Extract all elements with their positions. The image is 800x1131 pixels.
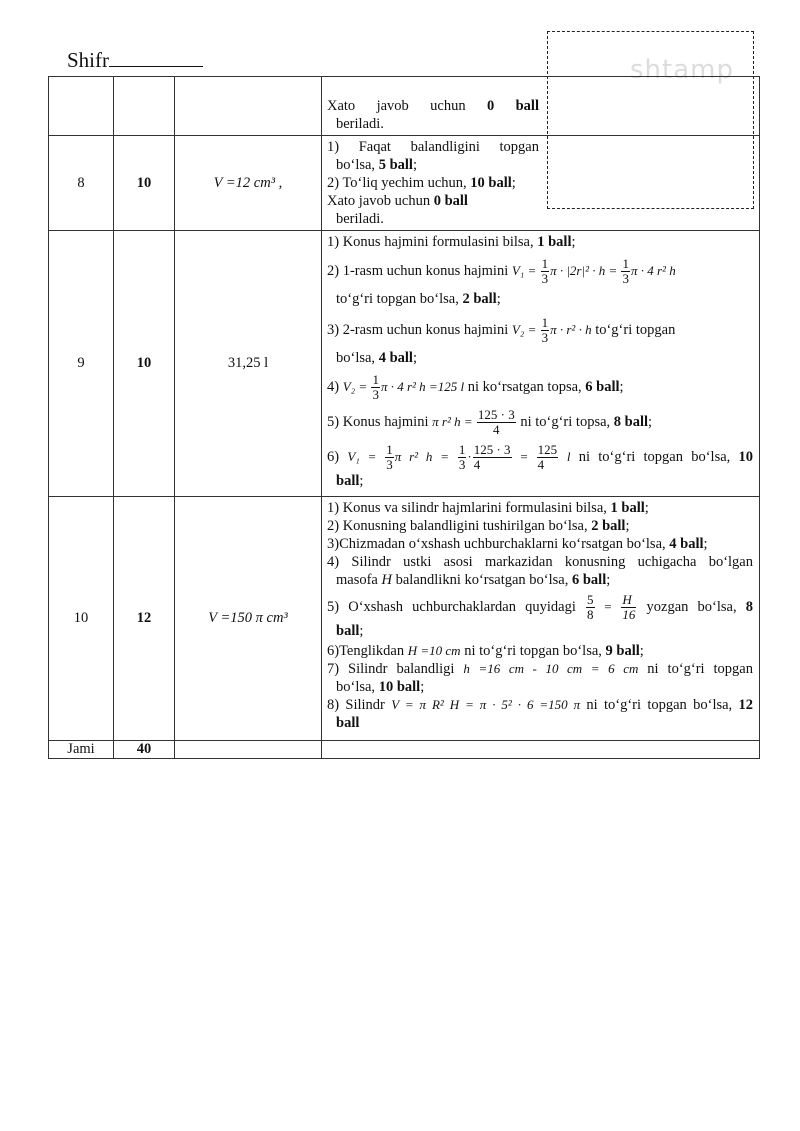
criteria-line: 6)Tenglikdan H =10 cm ni to‘g‘ri topgan bo‘lsa, 9 ball; xyxy=(327,643,644,659)
criteria-line: 2) To‘liq yechim uchun, 10 ball; xyxy=(327,175,516,191)
criteria-line: 4) Silindr ustki asosi markazidan konusning uchigacha bo‘lgan xyxy=(327,554,753,570)
cell-num: 9 xyxy=(49,231,114,497)
criteria-line: masofa H balandlikni ko‘rsatgan bo‘lsa, 6 ball; xyxy=(336,572,611,588)
cell-answer xyxy=(175,741,322,759)
fraction: $\frac{H}{16}$ xyxy=(622,592,636,622)
criteria-line: 4) V₂ = $\frac{1}{3}$ π · 4 r² h =125 l ni ko‘rsatgan topsa, 6 ball; xyxy=(327,372,624,402)
criteria-line: 2) 1-rasm uchun konus hajmini V₁ = $\frac{1}{3}$ π · |2r|² · h = $\frac{1}{3}$ π · 4 r² h xyxy=(327,256,676,286)
criteria-line: 1) Konus hajmini formulasini bilsa, 1 ball; xyxy=(327,234,576,250)
shifr-underline xyxy=(109,48,203,67)
cell-points: 10 xyxy=(114,231,175,497)
cell-criteria xyxy=(322,77,760,136)
table-row xyxy=(49,77,760,136)
shifr-label: Shifr xyxy=(67,48,109,72)
table-row xyxy=(49,497,760,741)
criteria-line: Xato javob uchun 0 ball xyxy=(327,193,468,209)
fraction: $\frac{1}{3}$ xyxy=(622,256,629,286)
cell-num xyxy=(49,77,114,136)
criteria-line: 3)Chizmadan o‘xshash uchburchaklarni ko‘rsatgan bo‘lsa, 4 ball; xyxy=(327,536,708,552)
criteria-line: 1) Konus va silindr hajmlarini formulasini bilsa, 1 ball; xyxy=(327,500,649,516)
table-row xyxy=(49,136,760,231)
cell-answer: 31,25 l xyxy=(175,231,322,497)
cell-points xyxy=(114,77,175,136)
criteria-line: ball; xyxy=(336,623,364,639)
fraction: $\frac{1}{3}$ xyxy=(386,442,393,472)
cell-criteria xyxy=(322,231,760,497)
criteria-line: beriladi. xyxy=(336,211,384,227)
total-points: 40 xyxy=(114,741,175,759)
fraction: $\frac{125 \cdot 3}{4}$ xyxy=(477,407,515,437)
cell-answer: V =150 π cm³ xyxy=(175,497,322,741)
total-row xyxy=(49,741,760,759)
fraction: $\frac{125}{4}$ xyxy=(537,442,558,472)
fraction: $\frac{5}{8}$ xyxy=(587,592,594,622)
criteria-line: 5) Konus hajmini π r² h = $\frac{125 \cdot 3}{4}$ ni to‘g‘ri topsa, 8 ball; xyxy=(327,407,653,437)
fraction: $\frac{1}{3}$ xyxy=(458,442,466,472)
criteria-line: beriladi. xyxy=(336,116,384,132)
fraction: $\frac{125 \cdot 3}{4}$ xyxy=(473,442,511,472)
table-row xyxy=(49,231,760,497)
cell-answer: V =12 cm³ , xyxy=(175,136,322,231)
criteria-line: ball; xyxy=(336,473,364,489)
stamp-watermark: shtamp xyxy=(630,55,734,85)
criteria-line: bo‘lsa, 5 ball; xyxy=(336,157,417,173)
cell-criteria xyxy=(322,497,760,741)
criteria-line: 8) Silindr V = π R² H = π · 5² · 6 =150 π ni to‘g‘ri topgan bo‘lsa, 12 xyxy=(327,697,753,713)
criteria-line: 2) Konusning balandligini tushirilgan bo‘lsa, 2 ball; xyxy=(327,518,630,534)
fraction: $\frac{1}{3}$ xyxy=(541,256,549,286)
fraction: $\frac{1}{3}$ xyxy=(372,372,379,402)
criteria-line: 7) Silindr balandligi h =16 cm - 10 cm = 6 cm ni to‘g‘ri topgan xyxy=(327,661,753,677)
criteria-line: ball xyxy=(336,715,360,731)
grading-table xyxy=(48,76,760,759)
criteria-line: 1) Faqat balandligini topgan xyxy=(327,139,539,155)
criteria-line: bo‘lsa, 10 ball; xyxy=(336,679,425,695)
cell-criteria xyxy=(322,136,760,231)
cell-points: 12 xyxy=(114,497,175,741)
shifr-field xyxy=(67,48,203,73)
criteria-line: Xato javob uchun 0 ball xyxy=(327,98,539,114)
fraction: $\frac{1}{3}$ xyxy=(541,315,549,345)
criteria-line: bo‘lsa, 4 ball; xyxy=(336,350,417,366)
cell-answer xyxy=(175,77,322,136)
total-label: Jami xyxy=(49,741,114,759)
criteria-line: 6) V₁ = $\frac{1}{3}$ π r² h = $\frac{1}{3}$ · $\frac{125 \cdot 3}{4}$ = $\frac{125}{4}$ l ni to‘g‘ri topgan bo‘lsa, 10 xyxy=(327,442,753,472)
criteria-line: 5) O‘xshash uchburchaklardan quyidagi $\frac{5}{8}$ = $\frac{H}{16}$ yozgan bo‘lsa, 8 xyxy=(327,592,753,622)
cell-points: 10 xyxy=(114,136,175,231)
criteria-line: to‘g‘ri topgan bo‘lsa, 2 ball; xyxy=(336,291,501,307)
cell-num: 8 xyxy=(49,136,114,231)
criteria-line: 3) 2-rasm uchun konus hajmini V₂ = $\frac{1}{3}$ π · r² · h to‘g‘ri topgan xyxy=(327,315,676,345)
cell-num: 10 xyxy=(49,497,114,741)
cell-criteria xyxy=(322,741,760,759)
